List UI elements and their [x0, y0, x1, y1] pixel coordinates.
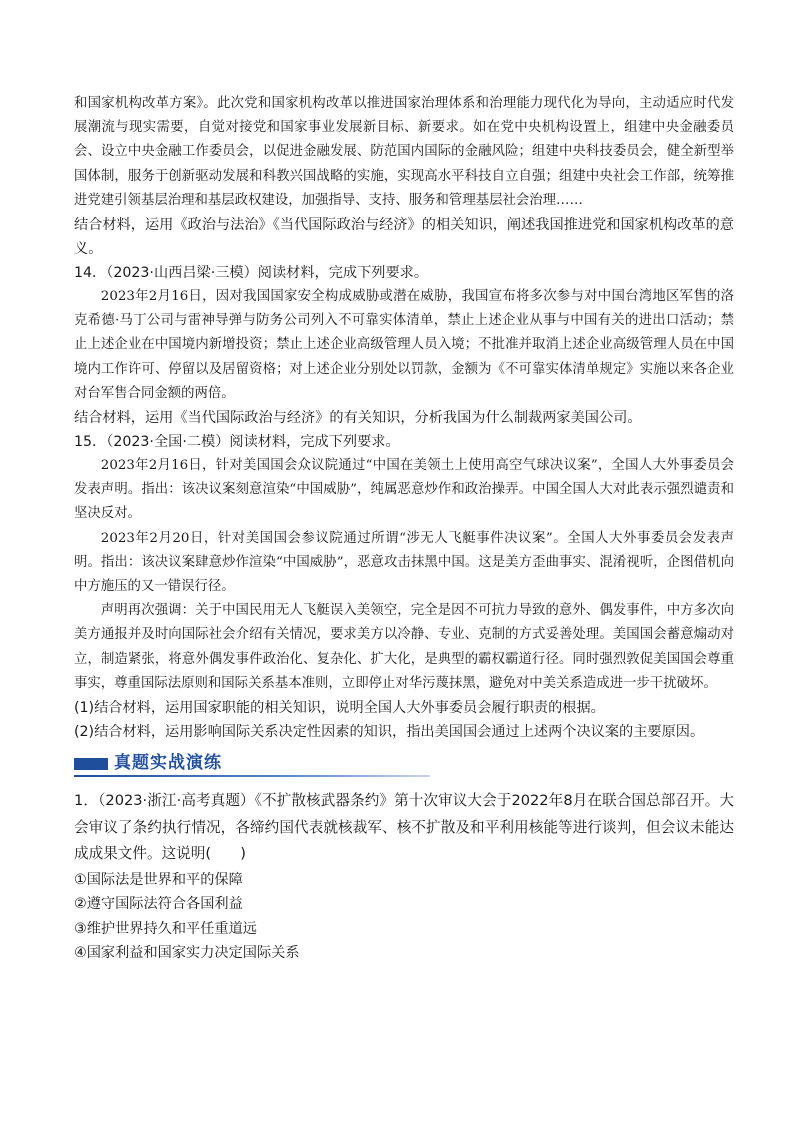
section-banner [74, 752, 434, 778]
section-title: 真题实战演练 [114, 753, 222, 774]
option-1: ①国际法是世界和平的保障 [74, 871, 243, 888]
q14-heading: 14．（2023·山西吕梁·三模）阅读材料，完成下列要求。 [74, 265, 429, 282]
practice-question-1-stem: 1．（2023·浙江·高考真题）《不扩散核武器条约》第十次审议大会于2022年8月在联合国总部召开。大会审议了条约执行情况，各缔约国代表就核裁军、核不扩散及和平利用核能等进行谈判，但会议未能达成成果文件。这说明( ) [74, 792, 734, 863]
document-page [74, 92, 734, 966]
option-3: ③维护世界持久和平任重道远 [74, 920, 257, 937]
banner-bar-decoration [74, 758, 108, 770]
option-4: ④国家利益和国家实力决定国际关系 [74, 945, 300, 962]
q15-material-para-1: 2023年2月16日，针对美国国会众议院通过“中国在美领土上使用高空气球决议案”，全国人大外事委员会发表声明。指出：该决议案刻意渲染“中国威胁”，纯属恶意炒作和政治操弄。中国全国人大对此表示强烈谴责和坚决反对。 [74, 458, 734, 522]
intro-question: 结合材料，运用《政治与法治》《当代国际政治与经济》的相关知识，阐述我国推进党和国家机构改革的意义。 [74, 217, 734, 258]
option-2: ②遵守国际法符合各国利益 [74, 896, 243, 913]
q14-material: 2023年2月16日，因对我国国家安全构成威胁或潜在威胁，我国宣布将多次参与对中国台湾地区军售的洛克希德·马丁公司与雷神导弹与防务公司列入不可靠实体清单，禁止上述企业从事与中国有关的进出口活动；禁止上述企业在中国境内新增投资；禁止上述企业高级管理人员入境；不批准并取消上述企业高级管理人员在中国境内工作许可、停留以及居留资格；对上述企业分别处以罚款，金额为《不可靠实体清单规定》实施以来各企业对台军售合同金额的两倍。 [74, 289, 734, 401]
intro-material: 和国家机构改革方案》。此次党和国家机构改革以推进国家治理体系和治理能力现代化为导向，主动适应时代发展潮流与现实需要，自觉对接党和国家事业发展新目标、新要求。如在党中央机构设置上，组建中央金融委员会、设立中央金融工作委员会，以促进金融发展、防范国内国际的金融风险；组建中央科技委员会，健全新型举国体制，服务于创新驱动发展和科教兴国战略的实施，实现高水平科技自立自强；组建中央社会工作部，统筹推进党建引领基层治理和基层政权建设，加强指导、支持、服务和管理基层社会治理…… [74, 96, 734, 208]
q15-material-para-2: 2023年2月20日，针对美国国会参议院通过所谓“涉无人飞艇事件决议案”。全国人大外事委员会发表声明。指出：该决议案肆意炒作渲染“中国威胁”，恶意攻击抹黑中国。这是美方歪曲事实、混淆视听，企图借机向中方施压的又一错误行径。 [74, 530, 734, 595]
banner-underline [74, 775, 430, 777]
q14-question: 结合材料，运用《当代国际政治与经济》的有关知识，分析我国为什么制裁两家美国公司。 [74, 410, 642, 427]
q15-subquestion-2: (2)结合材料，运用影响国际关系决定性因素的知识，指出美国国会通过上述两个决议案的主要原因。 [74, 724, 705, 741]
q15-subquestion-1: (1)结合材料，运用国家职能的相关知识，说明全国人大外事委员会履行职责的根据。 [74, 700, 605, 717]
q15-heading: 15．（2023·全国·二模）阅读材料，完成下列要求。 [74, 434, 400, 451]
q15-material-para-3: 声明再次强调：关于中国民用无人飞艇误入美领空，完全是因不可抗力导致的意外、偶发事件，中方多次向美方通报并及时向国际社会介绍有关情况，要求美方以冷静、专业、克制的方式妥善处理。美国国会蓄意煽动对立，制造紧张，将意外偶发事件政治化、复杂化、扩大化，是典型的霸权霸道行径。同时强烈敦促美国国会尊重事实，尊重国际法原则和国际关系基本准则，立即停止对华污蔑抹黑，避免对中美关系造成进一步干扰破坏。 [74, 603, 734, 691]
